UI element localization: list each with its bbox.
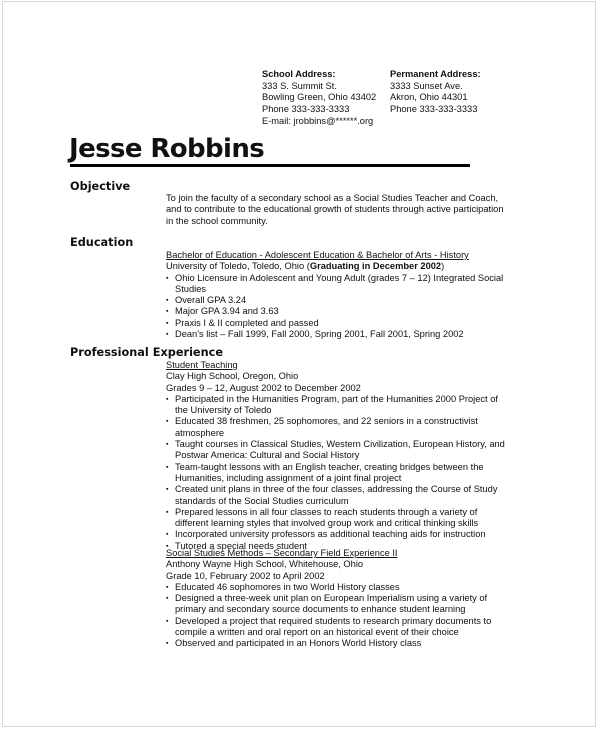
education-heading: Education xyxy=(70,236,134,249)
job-bullets xyxy=(166,394,506,552)
school-address-line: Bowling Green, Ohio 43402 xyxy=(262,92,377,103)
school-phone: Phone 333-333-3333 xyxy=(262,104,350,115)
permanent-address-heading: Permanent Address: xyxy=(390,69,481,79)
objective-text: To join the faculty of a secondary school as a Social Studies Teacher and Coach, and to contribute to the educational growth of students through active participation in the school community. xyxy=(166,193,504,226)
permanent-address-line: 3333 Sunset Ave. xyxy=(390,80,463,91)
job-place: Anthony Wayne High School, Whitehouse, Ohio xyxy=(166,559,364,570)
school-address-line: 333 S. Summit St. xyxy=(262,80,337,91)
job-dates: Grade 10, February 2002 to April 2002 xyxy=(166,570,325,581)
list-item: ▪ Observed and participated in an Honors World History class xyxy=(166,638,506,649)
job-dates: Grades 9 – 12, August 2002 to December 2002 xyxy=(166,382,361,393)
permanent-address xyxy=(390,69,481,116)
list-item: ▪ Tutored a special needs student xyxy=(166,541,506,552)
list-item: ▪ Taught courses in Classical Studies, Western Civilization, European History, and Postwar America: Cultural and Social History xyxy=(166,439,506,462)
list-item: ▪ Participated in the Humanities Program, part of the Humanities 2000 Project of the University of Toledo xyxy=(166,394,506,417)
paren-close: ) xyxy=(441,261,445,272)
list-item: ▪ Major GPA 3.94 and 3.63 xyxy=(166,306,506,317)
list-item: ▪ Team-taught lessons with an English teacher, creating bridges between the Humanities, including assignment of a joint final project xyxy=(166,462,506,485)
list-item: ▪ Developed a project that required students to research primary documents to compile a written and oral report on an historical event of their choice xyxy=(166,616,506,639)
permanent-phone: Phone 333-333-3333 xyxy=(390,104,478,115)
job-title: Social Studies Methods – Secondary Field Experience II xyxy=(166,548,398,558)
list-item: ▪ Designed a three-week unit plan on European Imperialism using a variety of primary and secondary source documents to enhance student learning xyxy=(166,593,506,616)
school-email: E-mail: jrobbins@******.org xyxy=(262,115,374,126)
candidate-name: Jesse Robbins xyxy=(69,134,265,164)
list-item: ▪ Overall GPA 3.24 xyxy=(166,295,506,306)
education-bullets xyxy=(166,273,506,341)
job-title: Student Teaching xyxy=(166,360,238,370)
job-bullets xyxy=(166,582,506,650)
objective-heading: Objective xyxy=(70,180,131,193)
list-item: ▪ Educated 38 freshmen, 25 sophomores, and 22 seniors in a constructivist atmosphere xyxy=(166,416,506,439)
permanent-address-line: Akron, Ohio 44301 xyxy=(390,92,468,103)
school-address-heading: School Address: xyxy=(262,69,336,79)
experience-job-2 xyxy=(166,548,506,650)
list-item: ▪ Prepared lessons in all four classes to reach students through a variety of different learning styles that involved group work and critical thinking skills xyxy=(166,507,506,530)
experience-heading: Professional Experience xyxy=(70,346,223,359)
list-item: ▪ Educated 46 sophomores in two World History classes xyxy=(166,582,506,593)
list-item: ▪ Created unit plans in three of the four classes, addressing the Course of Study standards of the Social Studies curriculum xyxy=(166,484,506,507)
degree-title: Bachelor of Education - Adolescent Education & Bachelor of Arts - History xyxy=(166,250,469,260)
list-item: ▪ Ohio Licensure in Adolescent and Young Adult (grades 7 – 12) Integrated Social Studies xyxy=(166,273,506,296)
university-line xyxy=(166,261,506,272)
school-address xyxy=(262,69,376,128)
graduation-date: Graduating in December 2002 xyxy=(309,261,442,272)
list-item: ▪ Praxis I & II completed and passed xyxy=(166,318,506,329)
list-item: ▪ Incorporated university professors as additional teaching aids for instruction xyxy=(166,529,506,540)
job-place: Clay High School, Oregon, Ohio xyxy=(166,371,299,382)
list-item: ▪ Dean's list – Fall 1999, Fall 2000, Spring 2001, Fall 2001, Spring 2002 xyxy=(166,329,506,340)
name-divider xyxy=(70,164,470,167)
university-name: University of Toledo, Toledo, Ohio ( xyxy=(166,261,310,272)
education-section xyxy=(166,250,506,340)
experience-job-1 xyxy=(166,360,506,552)
